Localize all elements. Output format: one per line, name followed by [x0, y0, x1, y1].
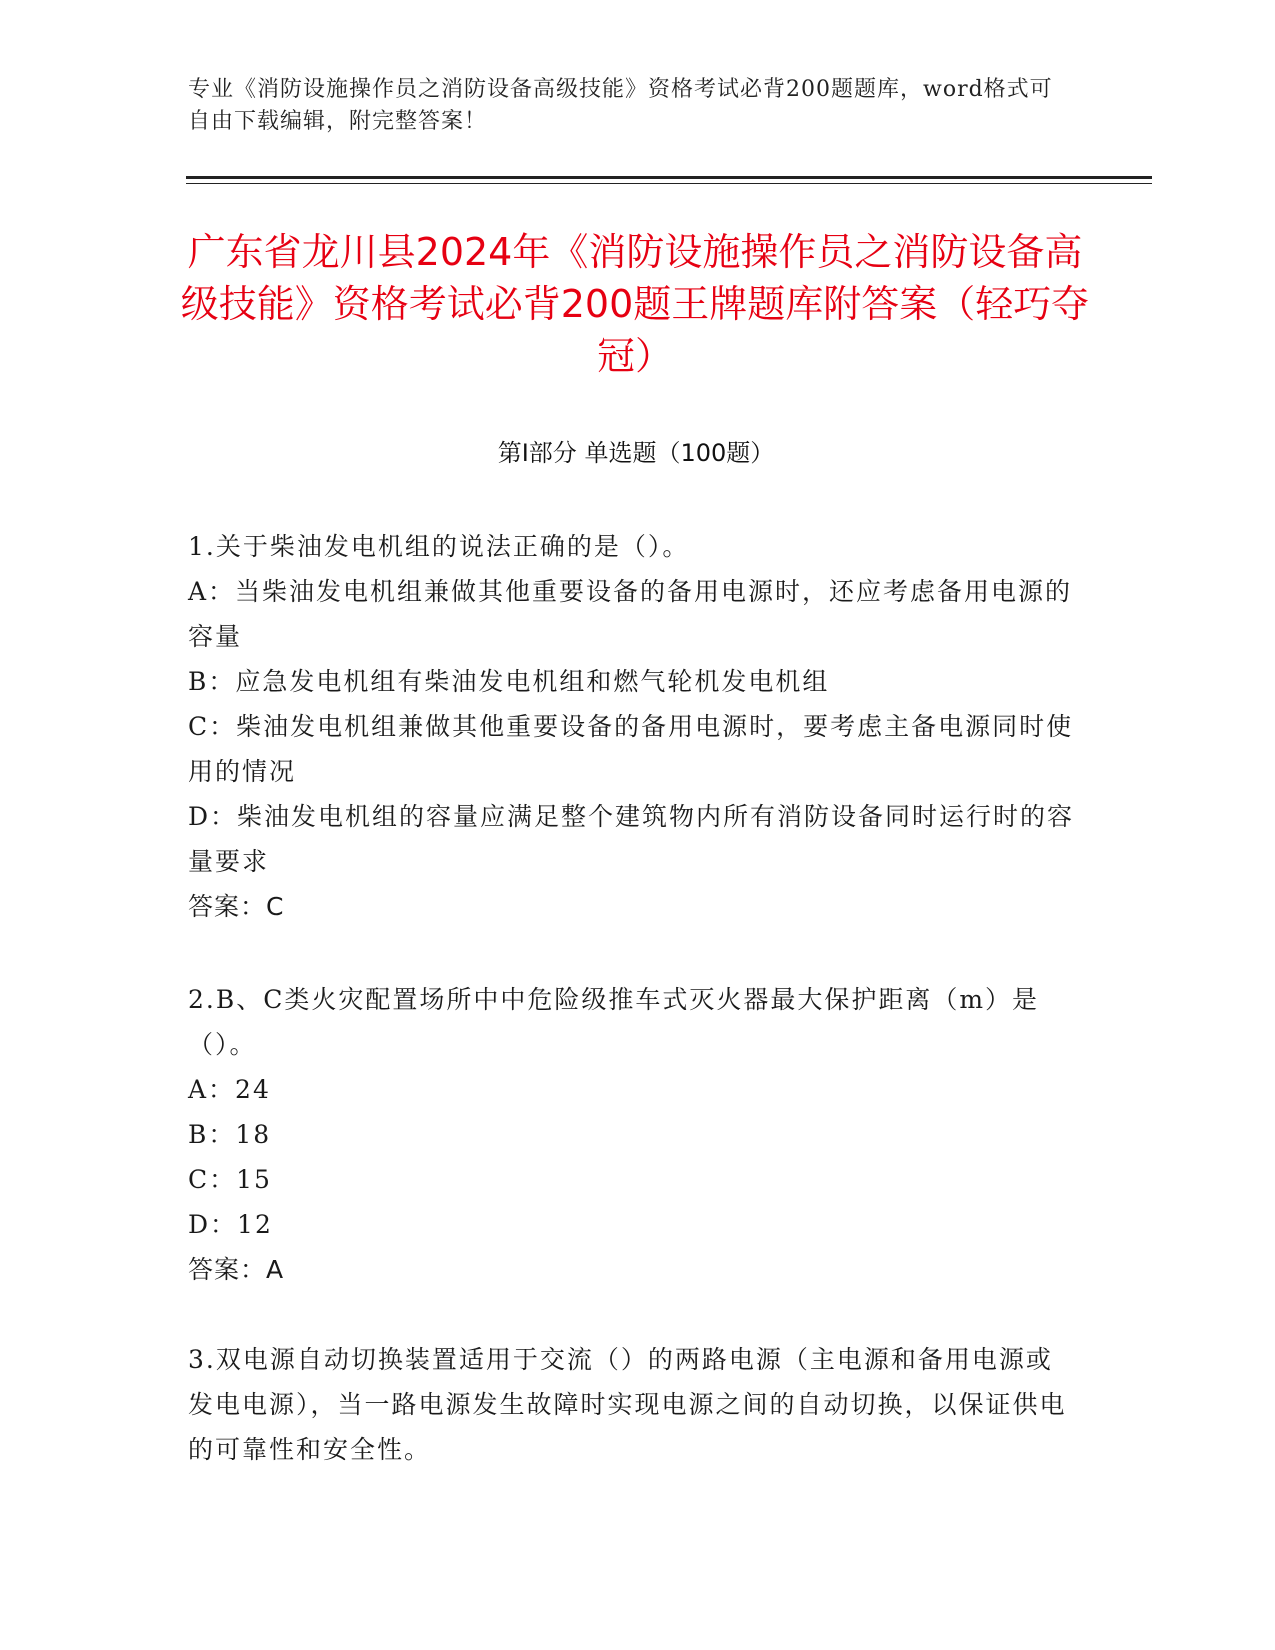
option-c: C：柴油发电机组兼做其他重要设备的备用电源时，要考虑主备电源同时使用的情况	[188, 712, 1074, 786]
section-heading: 第Ⅰ部分 单选题（100题）	[497, 439, 775, 467]
option-a: A：24	[188, 1075, 271, 1104]
answer-label: 答案：A	[188, 1255, 285, 1284]
question-stem: 2.B、C类火灾配置场所中中危险级推车式灭火器最大保护距离（m）是（）。	[188, 985, 1040, 1059]
option-b: B：18	[188, 1120, 272, 1149]
option-b: B：应急发电机组有柴油发电机组和燃气轮机发电机组	[188, 667, 830, 696]
header-divider-thin	[186, 183, 1152, 184]
question-2	[188, 977, 1078, 1292]
option-a: A：当柴油发电机组兼做其他重要设备的备用电源时，还应考虑备用电源的容量	[188, 577, 1073, 651]
question-1	[188, 524, 1078, 929]
question-stem: 1.关于柴油发电机组的说法正确的是（）。	[188, 532, 690, 561]
question-stem: 3.双电源自动切换装置适用于交流（）的两路电源（主电源和备用电源或发电电源），当一路电源发生故障时实现电源之间的自动切换，以保证供电的可靠性和安全性。	[188, 1345, 1067, 1464]
answer-label: 答案：C	[188, 892, 285, 921]
document-title: 广东省龙川县2024年《消防设施操作员之消防设备高级技能》资格考试必背200题王牌题库附答案（轻巧夺冠）	[180, 230, 1090, 378]
question-3	[188, 1337, 1078, 1472]
option-c: C：15	[188, 1165, 272, 1194]
option-d: D：12	[188, 1210, 273, 1239]
header-divider-thick	[186, 176, 1152, 179]
header-note: 专业《消防设施操作员之消防设备高级技能》资格考试必背200题题库，word格式可自由下载编辑，附完整答案！	[188, 77, 1053, 134]
option-d: D：柴油发电机组的容量应满足整个建筑物内所有消防设备同时运行时的容量要求	[188, 802, 1075, 876]
